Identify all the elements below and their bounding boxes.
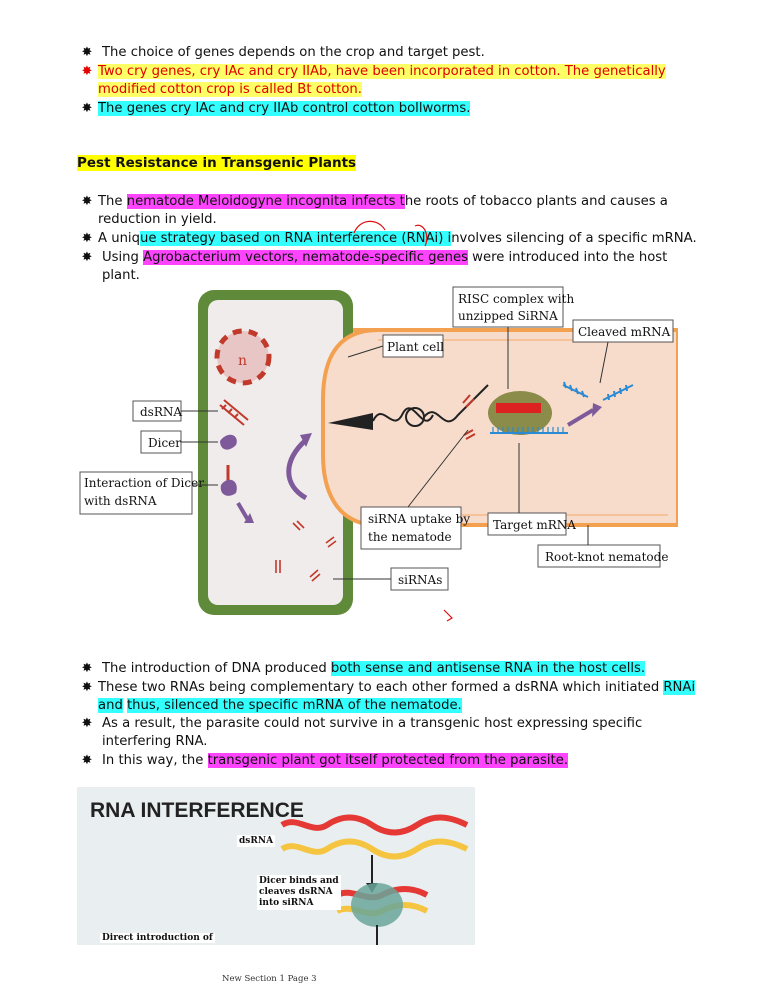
svg-text:Cleaved mRNA: Cleaved mRNA (578, 325, 671, 339)
svg-text:RISC complex with: RISC complex with (458, 292, 575, 306)
bullet-icon: ✸ (81, 194, 93, 209)
svg-text:Interaction of Dicer: Interaction of Dicer (84, 476, 204, 490)
svg-text:dsRNA: dsRNA (140, 405, 183, 419)
rna-image-title: RNA INTERFERENCE (90, 799, 304, 822)
svg-text:Root-knot nematode: Root-knot nematode (545, 550, 669, 564)
bullet-icon: ✸ (81, 753, 93, 768)
bullet-icon: ✸ (81, 250, 93, 265)
bullet-protected (80, 752, 702, 770)
bullet-text: The choice of genes depends on the crop and target pest. (102, 45, 485, 60)
rna-direct-label: Direct introduction of (102, 933, 213, 943)
pest-resistance-diagram (78, 285, 678, 625)
bullet-text: The genes cry IAc and cry IIAb control cotton bollworms. (98, 101, 471, 116)
bullet-text: Using Agrobacterium vectors, nematode-specific genes were introduced into the host plant. (102, 250, 668, 283)
svg-text:siRNAs: siRNAs (398, 573, 443, 587)
rna-interference-image (77, 787, 475, 945)
bullet-text: The introduction of DNA produced both sense and antisense RNA in the host cells. (102, 661, 646, 676)
bullet-text: In this way, the transgenic plant got itself protected from the parasite. (102, 753, 569, 768)
bullet-sense-antisense (80, 660, 702, 678)
bullet-icon: ✸ (81, 716, 93, 731)
svg-text:the nematode: the nematode (368, 530, 452, 544)
bullet-text: The nematode Meloidogyne incognita infects the roots of tobacco plants and causes a reduction in yield. (98, 194, 668, 227)
svg-text:Target mRNA: Target mRNA (493, 518, 576, 532)
svg-text:Dicer: Dicer (148, 436, 182, 450)
bullet-text: As a result, the parasite could not survive in a transgenic host expressing specific interfering RNA. (102, 716, 643, 749)
bullet-dsrna-formed (80, 679, 698, 715)
nucleus-label: n (238, 353, 248, 369)
rna-dsrna-label: dsRNA (239, 836, 274, 846)
svg-text:with dsRNA: with dsRNA (84, 494, 157, 508)
bullet-icon: ✸ (81, 661, 93, 676)
bullet-text: A unique strategy based on RNA interference (RNAi) involves silencing of a specific mRNA. (98, 231, 697, 246)
bullet-icon: ✸ (81, 64, 93, 79)
svg-text:unzipped SiRNA: unzipped SiRNA (458, 309, 558, 323)
page-footer: New Section 1 Page 3 (222, 974, 317, 984)
target-mrna-strand (493, 427, 563, 433)
bullet-icon: ✸ (81, 45, 93, 60)
label-interaction (80, 472, 218, 514)
svg-text:Plant cell: Plant cell (387, 340, 444, 354)
bullet-text: These two RNAs being complementary to each other formed a dsRNA which initiated RNAi and thus, silenced the specific mRNA of the nematode. (98, 680, 696, 713)
bullet-icon: ✸ (81, 680, 93, 695)
section-heading: Pest Resistance in Transgenic Plants (77, 155, 357, 171)
rna-dicer-label: Dicer binds and cleaves dsRNA into siRNA (259, 876, 339, 908)
svg-text:siRNA uptake by: siRNA uptake by (368, 512, 471, 526)
bullet-icon: ✸ (81, 101, 93, 116)
bullet-parasite (80, 715, 702, 751)
bullet-text: Two cry genes, cry IAc and cry IIAb, have been incorporated in cotton. The genetically modified cotton crop is called Bt cotton. (98, 64, 666, 97)
bullet-icon: ✸ (81, 231, 93, 246)
rna-illustration (77, 787, 475, 945)
